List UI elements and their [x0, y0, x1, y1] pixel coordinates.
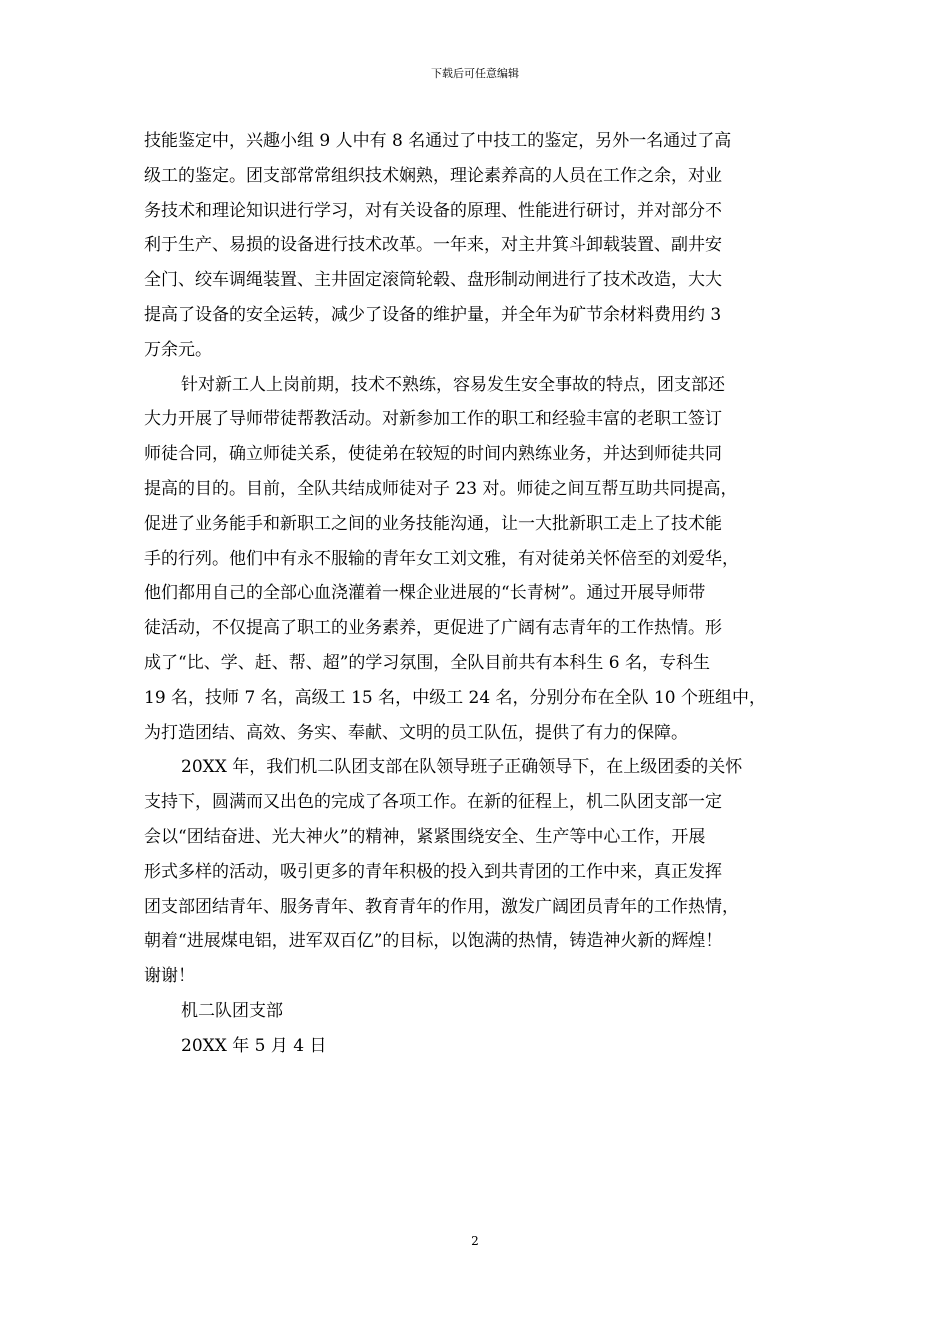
paragraph-line: 务技术和理论知识进行学习，对有关设备的原理、性能进行研讨，并对部分不: [144, 200, 722, 221]
paragraph-line: 20XX 年，我们机二队团支部在队领导班子正确领导下，在上级团委的关怀: [181, 757, 743, 778]
paragraph-line: 全门、绞车调绳装置、主井固定滚筒轮毂、盘形制动闸进行了技术改造，大大: [144, 270, 722, 291]
signature-date: 20XX 年 5 月 4 日: [181, 1035, 327, 1056]
page-header: 下载后可任意编辑: [431, 67, 519, 80]
paragraph-line: 团支部团结青年、服务青年、教育青年的作用，激发广阔团员青年的工作热情，: [144, 896, 739, 917]
paragraph-line: 针对新工人上岗前期，技术不熟练，容易发生安全事故的特点，团支部还: [181, 374, 725, 395]
paragraph-line: 利于生产、易损的设备进行技术改革。一年来，对主井箕斗卸载装置、副井安: [144, 235, 722, 256]
paragraph-line: 大力开展了导师带徒帮教活动。对新参加工作的职工和经验丰富的老职工签订: [144, 409, 722, 430]
paragraph-line: 促进了业务能手和新职工之间的业务技能沟通，让一大批新职工走上了技术能: [144, 513, 722, 534]
paragraph-line: 会以“团结奋进、光大神火”的精神，紧紧围绕安全、生产等中心工作，开展: [144, 826, 706, 847]
paragraph-line: 级工的鉴定。团支部常常组织技术娴熟，理论素养高的人员在工作之余，对业: [144, 165, 722, 186]
paragraph-line: 手的行列。他们中有永不服输的青年女工刘文雅，有对徒弟关怀倍至的刘爱华，: [144, 548, 739, 569]
paragraph-line: 技能鉴定中，兴趣小组 9 人中有 8 名通过了中技工的鉴定，另外一名通过了高: [144, 131, 732, 151]
paragraph-line: 万余元。: [144, 339, 212, 360]
paragraph-line: 提高的目的。目前，全队共结成师徒对子 23 对。师徒之间互帮互助共同提高，: [144, 478, 738, 499]
paragraph-line: 他们都用自己的全部心血浇灌着一棵企业进展的“长青树”。通过开展导师带: [144, 583, 706, 604]
document-body: [144, 124, 806, 1064]
paragraph-line: 19 名，技师 7 名，高级工 15 名，中级工 24 名，分别分布在全队 10 个班组中，: [144, 687, 766, 708]
paragraph-line: 为打造团结、高效、务实、奉献、文明的员工队伍，提供了有力的保障。: [144, 722, 688, 743]
paragraph-line: 师徒合同，确立师徒关系，使徒弟在较短的时间内熟练业务，并达到师徒共同: [144, 444, 722, 465]
page-number: 2: [471, 1234, 479, 1248]
paragraph-line: 朝着“进展煤电铝，进军双百亿”的目标，以饱满的热情，铸造神火新的辉煌！: [144, 931, 723, 952]
paragraph-line: 徒活动，不仅提高了职工的业务素养，更促进了广阔有志青年的工作热情。形: [144, 618, 722, 639]
paragraph-line: 成了“比、学、赶、帮、超”的学习氛围，全队目前共有本科生 6 名，专科生: [144, 652, 711, 673]
signature-organization: 机二队团支部: [181, 1000, 283, 1021]
paragraph-line: 支持下，圆满而又出色的完成了各项工作。在新的征程上，机二队团支部一定: [144, 792, 722, 813]
paragraph-line: 谢谢！: [144, 966, 195, 987]
paragraph-line: 提高了设备的安全运转，减少了设备的维护量，并全年为矿节余材料费用约 3: [144, 304, 722, 325]
paragraph-line: 形式多样的活动，吸引更多的青年积极的投入到共青团的工作中来，真正发挥: [144, 861, 722, 882]
